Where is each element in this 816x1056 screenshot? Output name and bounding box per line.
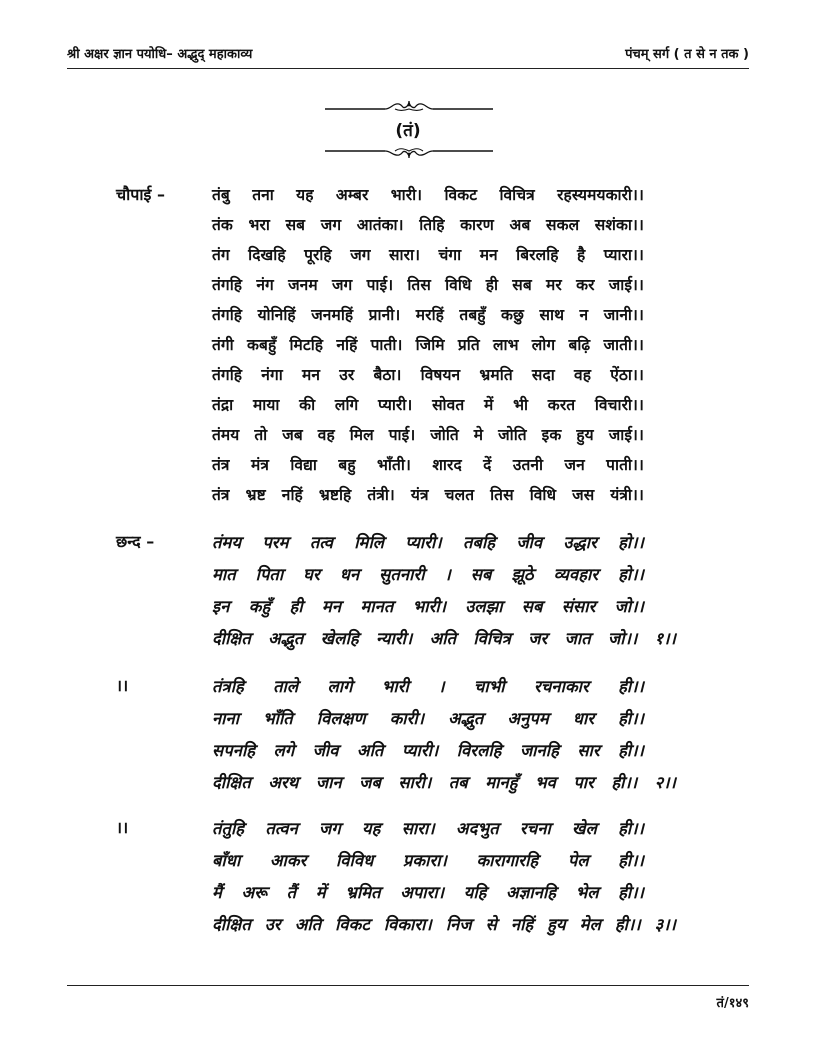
chaupai-line: तंगहि नंगा मन उर बैठा। विषयन भ्रमति सदा वह ऐंठा।। (212, 366, 644, 384)
chaupai-line: तंगहि योनिहिं जनमहिं प्रानी। मरहिं तबहुँ कछु साथ न जानी।। (212, 306, 644, 324)
ornament-top-icon (325, 99, 493, 113)
running-header (67, 44, 749, 66)
footer-divider (67, 985, 749, 986)
chaupai-line: तंगी कबहुँ मिटहि नहिं पाती। जिमि प्रति लाभ लोग बढ़ि जाती।। (212, 336, 644, 354)
chaupai-line: तंद्रा माया की लगि प्यारी। सोवत में भी करत विचारी।। (212, 396, 644, 414)
chhand-line: तंतुहि तत्वन जग यह सारा। अदभुत रचना खेल ही।। (212, 819, 644, 838)
chaupai-line: तंबु तना यह अम्बर भारी। विकट विचित्र रहस्यमयकारी।। (212, 186, 644, 204)
chaupai-line: तंगहि नंग जनम जग पाई। तिस विधि ही सब मर कर जाई।। (212, 276, 644, 294)
ornament-bottom-icon (325, 145, 493, 159)
section-title: (तं) (395, 121, 421, 141)
chhand-line: दीक्षित अरथ जान जब सारी। तब मानहुँ भव पार ही।। २।। (212, 773, 676, 792)
page-number: तं/१४९ (716, 996, 749, 1011)
chhand-line: मात पिता घर धन सुतनारी । सब झूठे व्यवहार हो।। (212, 565, 644, 584)
header-book-title: श्री अक्षर ज्ञान पयोधि– अद्भुद् महाकाव्य (67, 47, 253, 62)
chhand-line: तंत्रहि ताले लागे भारी । चाभी रचनाकार ही।। (212, 677, 644, 696)
chhand-label: ।। (116, 818, 129, 837)
chhand-line: सपनहि लगे जीव अति प्यारी। विरलहि जानहि सार ही।। (212, 741, 644, 760)
header-divider (67, 68, 749, 69)
chhand-line: बाँधा आकर विविध प्रकारा। कारागारहि पेल ही।। (212, 851, 644, 870)
chhand-label: ।। (116, 676, 129, 695)
header-chapter: पंचम् सर्ग ( त से न तक ) (625, 47, 749, 62)
chaupai-label: चौपाई – (116, 185, 165, 204)
chaupai-line: तंत्र मंत्र विद्या बहु भाँती। शारद दें उतनी जन पाती।। (212, 456, 644, 474)
chhand-label: छन्द – (116, 532, 155, 551)
chaupai-line: तंक भरा सब जग आतंका। तिहि कारण अब सकल सशंका।। (212, 216, 644, 234)
chhand-line: दीक्षित उर अति विकट विकारा। निज से नहिं हुय मेल ही।। ३।। (212, 915, 676, 934)
chaupai-line: तंमय तो जब वह मिल पाई। जोति मे जोति इक हुय जाई।। (212, 426, 644, 444)
chaupai-line: तंग दिखहि पूरहि जग सारा। चंगा मन बिरलहि है प्यारा।। (212, 246, 644, 264)
chhand-line: मैं अरू तैं में भ्रमित अपारा। यहि अज्ञानहि भेल ही।। (212, 883, 644, 902)
chhand-line: तंमय परम तत्व मिलि प्यारी। तबहि जीव उद्धार हो।। (212, 533, 644, 552)
chhand-line: इन कहुँ ही मन मानत भारी। उलझा सब संसार जो।। (212, 597, 644, 616)
chhand-line: दीक्षित अद्भुत खेलहि न्यारी। अति विचित्र जर जात जो।। १।। (212, 629, 676, 648)
chaupai-line: तंत्र भ्रष्ट नहिं भ्रष्टहि तंत्री। यंत्र चलत तिस विधि जस यंत्री।। (212, 486, 644, 504)
chhand-line: नाना भाँति विलक्षण कारी। अद्भुत अनुपम धार ही।। (212, 709, 644, 728)
